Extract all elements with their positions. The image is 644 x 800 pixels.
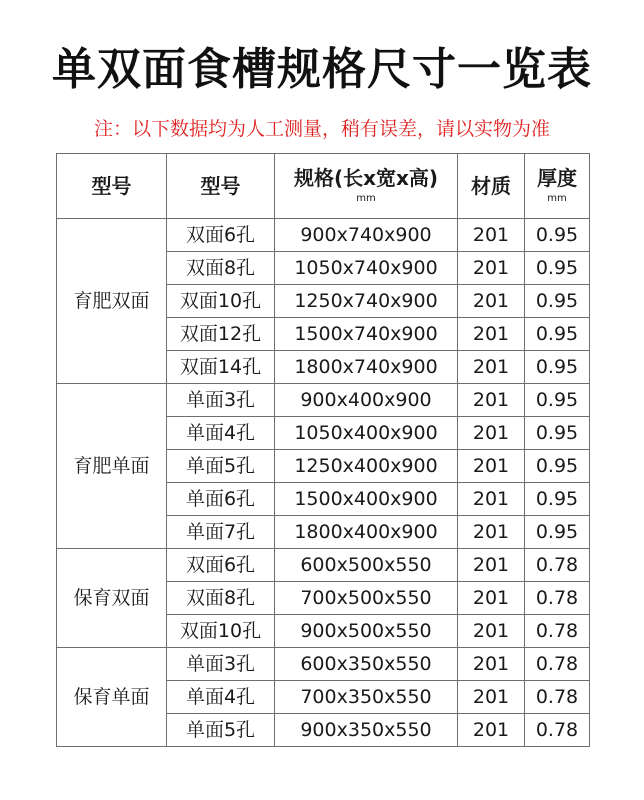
thickness-cell: 0.95 — [525, 318, 590, 351]
spec-cell: 900x500x550 — [275, 615, 458, 648]
model-cell: 双面10孔 — [167, 615, 275, 648]
material-cell: 201 — [458, 483, 525, 516]
material-cell: 201 — [458, 681, 525, 714]
spec-cell: 700x500x550 — [275, 582, 458, 615]
thickness-cell: 0.95 — [525, 219, 590, 252]
material-cell: 201 — [458, 384, 525, 417]
group-name-cell: 保育双面 — [57, 549, 167, 648]
spec-cell: 1250x740x900 — [275, 285, 458, 318]
material-cell: 201 — [458, 615, 525, 648]
thickness-cell: 0.78 — [525, 681, 590, 714]
model-cell: 双面6孔 — [167, 219, 275, 252]
material-cell: 201 — [458, 714, 525, 747]
header-thickness — [525, 154, 590, 219]
thickness-cell: 0.78 — [525, 615, 590, 648]
model-cell: 单面7孔 — [167, 516, 275, 549]
thickness-cell: 0.78 — [525, 582, 590, 615]
material-cell: 201 — [458, 351, 525, 384]
thickness-cell: 0.95 — [525, 483, 590, 516]
material-cell: 201 — [458, 219, 525, 252]
material-cell: 201 — [458, 450, 525, 483]
model-cell: 单面4孔 — [167, 681, 275, 714]
material-cell: 201 — [458, 318, 525, 351]
model-cell: 双面10孔 — [167, 285, 275, 318]
table-row — [57, 549, 590, 582]
spec-cell: 1050x740x900 — [275, 252, 458, 285]
material-cell: 201 — [458, 549, 525, 582]
table-row — [57, 648, 590, 681]
material-cell: 201 — [458, 516, 525, 549]
group-name-cell: 育肥双面 — [57, 219, 167, 384]
spec-table-header — [57, 154, 590, 219]
thickness-cell: 0.95 — [525, 285, 590, 318]
model-cell: 双面8孔 — [167, 582, 275, 615]
spec-cell: 1800x740x900 — [275, 351, 458, 384]
spec-cell: 1050x400x900 — [275, 417, 458, 450]
table-row — [57, 219, 590, 252]
group-name-cell: 保育单面 — [57, 648, 167, 747]
model-cell: 单面3孔 — [167, 648, 275, 681]
header-thickness-unit: mm — [547, 193, 567, 204]
thickness-cell: 0.95 — [525, 450, 590, 483]
table-row — [57, 384, 590, 417]
page-title: 单双面食槽规格尺寸一览表 — [52, 44, 592, 95]
thickness-cell: 0.78 — [525, 648, 590, 681]
header-spec — [275, 154, 458, 219]
spec-cell: 700x350x550 — [275, 681, 458, 714]
material-cell: 201 — [458, 582, 525, 615]
spec-cell: 1500x400x900 — [275, 483, 458, 516]
header-group — [57, 154, 167, 219]
thickness-cell: 0.95 — [525, 384, 590, 417]
spec-cell: 900x400x900 — [275, 384, 458, 417]
header-model — [167, 154, 275, 219]
spec-cell: 1500x740x900 — [275, 318, 458, 351]
header-spec-label: 规格(长x宽x高) — [293, 166, 439, 190]
header-material — [458, 154, 525, 219]
material-cell: 201 — [458, 252, 525, 285]
spec-cell: 900x350x550 — [275, 714, 458, 747]
header-thickness-label: 厚度 — [537, 166, 577, 190]
group-name-cell: 育肥单面 — [57, 384, 167, 549]
material-cell: 201 — [458, 648, 525, 681]
thickness-cell: 0.78 — [525, 549, 590, 582]
thickness-cell: 0.95 — [525, 351, 590, 384]
thickness-cell: 0.78 — [525, 714, 590, 747]
thickness-cell: 0.95 — [525, 252, 590, 285]
header-spec-unit: mm — [356, 193, 376, 204]
model-cell: 单面5孔 — [167, 714, 275, 747]
model-cell: 单面3孔 — [167, 384, 275, 417]
spec-cell: 900x740x900 — [275, 219, 458, 252]
model-cell: 单面6孔 — [167, 483, 275, 516]
spec-table — [56, 153, 590, 747]
model-cell: 双面12孔 — [167, 318, 275, 351]
header-group-label: 型号 — [91, 174, 132, 198]
spec-cell: 1250x400x900 — [275, 450, 458, 483]
material-cell: 201 — [458, 285, 525, 318]
model-cell: 单面5孔 — [167, 450, 275, 483]
header-row — [57, 154, 590, 219]
spec-cell: 600x350x550 — [275, 648, 458, 681]
material-cell: 201 — [458, 417, 525, 450]
model-cell: 双面6孔 — [167, 549, 275, 582]
model-cell: 单面4孔 — [167, 417, 275, 450]
model-cell: 双面14孔 — [167, 351, 275, 384]
header-material-label: 材质 — [471, 174, 511, 198]
thickness-cell: 0.95 — [525, 417, 590, 450]
spec-table-body — [57, 219, 590, 747]
spec-cell: 600x500x550 — [275, 549, 458, 582]
header-model-label: 型号 — [200, 174, 241, 198]
measurement-note: 注：以下数据均为人工测量，稍有误差，请以实物为准 — [93, 118, 550, 140]
spec-cell: 1800x400x900 — [275, 516, 458, 549]
thickness-cell: 0.95 — [525, 516, 590, 549]
model-cell: 双面8孔 — [167, 252, 275, 285]
